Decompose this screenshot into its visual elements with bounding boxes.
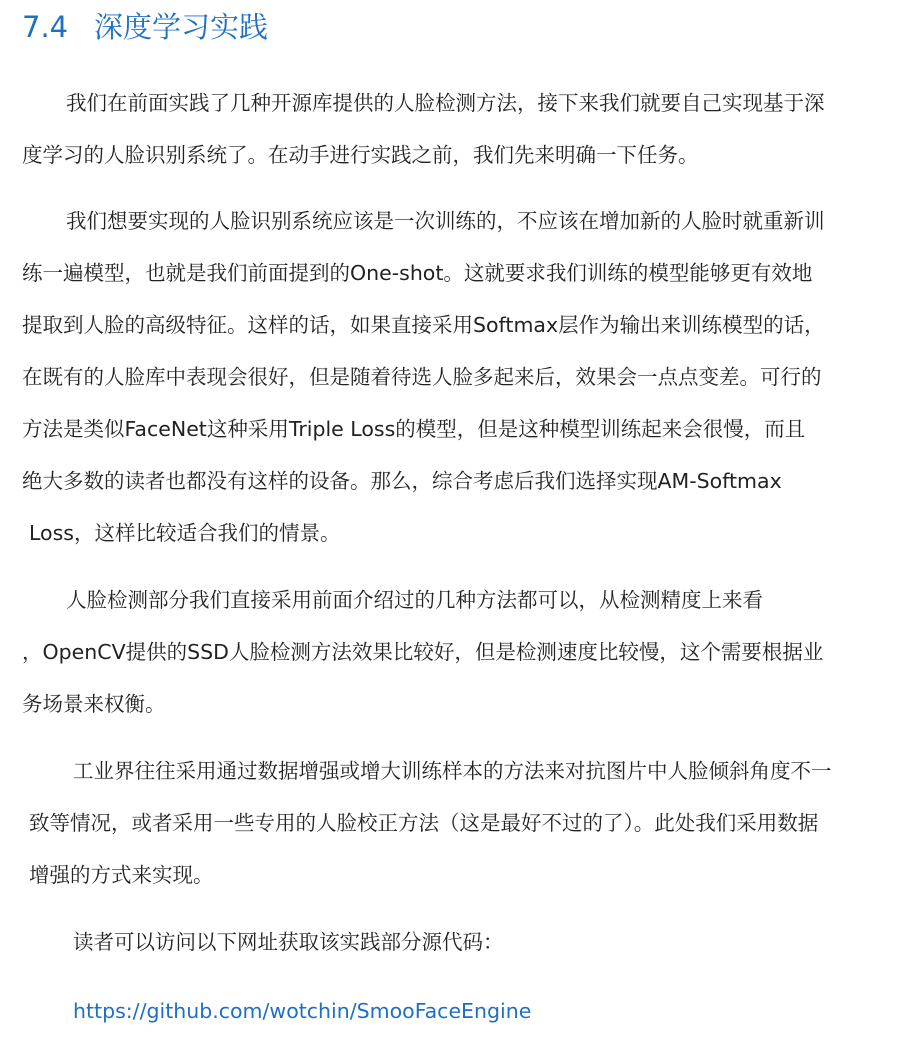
- section-heading: [22, 8, 268, 46]
- text-line: 增强的方式来实现。: [29, 863, 214, 887]
- text-line: 提取到人脸的高级特征。这样的话，如果直接采用Softmax层作为输出来训练模型的话，: [22, 313, 825, 337]
- text-line: 度学习的人脸识别系统了。在动手进行实践之前，我们先来明确一下任务。: [22, 143, 699, 167]
- text-line: 绝大多数的读者也都没有这样的设备。那么，综合考虑后我们选择实现AM-Softmax: [22, 469, 782, 493]
- text-line: 读者可以访问以下网址获取该实践部分源代码：: [73, 930, 504, 954]
- text-line: 方法是类似FaceNet这种采用Triple Loss的模型，但是这种模型训练起来会很慢，而且: [22, 417, 806, 441]
- text-line: 务场景来权衡。: [22, 692, 166, 716]
- text-line: 工业界往往采用通过数据增强或增大训练样本的方法来对抗图片中人脸倾斜角度不一: [73, 759, 832, 783]
- section-title: 深度学习实践: [94, 10, 269, 44]
- text-line: 人脸检测部分我们直接采用前面介绍过的几种方法都可以，从检测精度上来看: [66, 588, 763, 612]
- source-code-link[interactable]: https://github.com/wotchin/SmooFaceEngine: [73, 999, 532, 1023]
- text-line: Loss，这样比较适合我们的情景。: [29, 521, 341, 545]
- text-line: 我们在前面实践了几种开源库提供的人脸检测方法，接下来我们就要自己实现基于深: [66, 91, 825, 115]
- text-line: 练一遍模型，也就是我们前面提到的One-shot。这就要求我们训练的模型能够更有效地: [22, 261, 813, 285]
- text-line: 在既有的人脸库中表现会很好，但是随着待选人脸多起来后，效果会一点点变差。可行的: [22, 365, 822, 389]
- text-line: ，OpenCV提供的SSD人脸检测方法效果比较好，但是检测速度比较慢，这个需要根据业: [22, 640, 824, 664]
- text-line: 我们想要实现的人脸识别系统应该是一次训练的，不应该在增加新的人脸时就重新训: [66, 209, 825, 233]
- text-line: 致等情况，或者采用一些专用的人脸校正方法（这是最好不过的了）。此处我们采用数据: [29, 811, 819, 835]
- section-number: 7.4: [22, 10, 69, 44]
